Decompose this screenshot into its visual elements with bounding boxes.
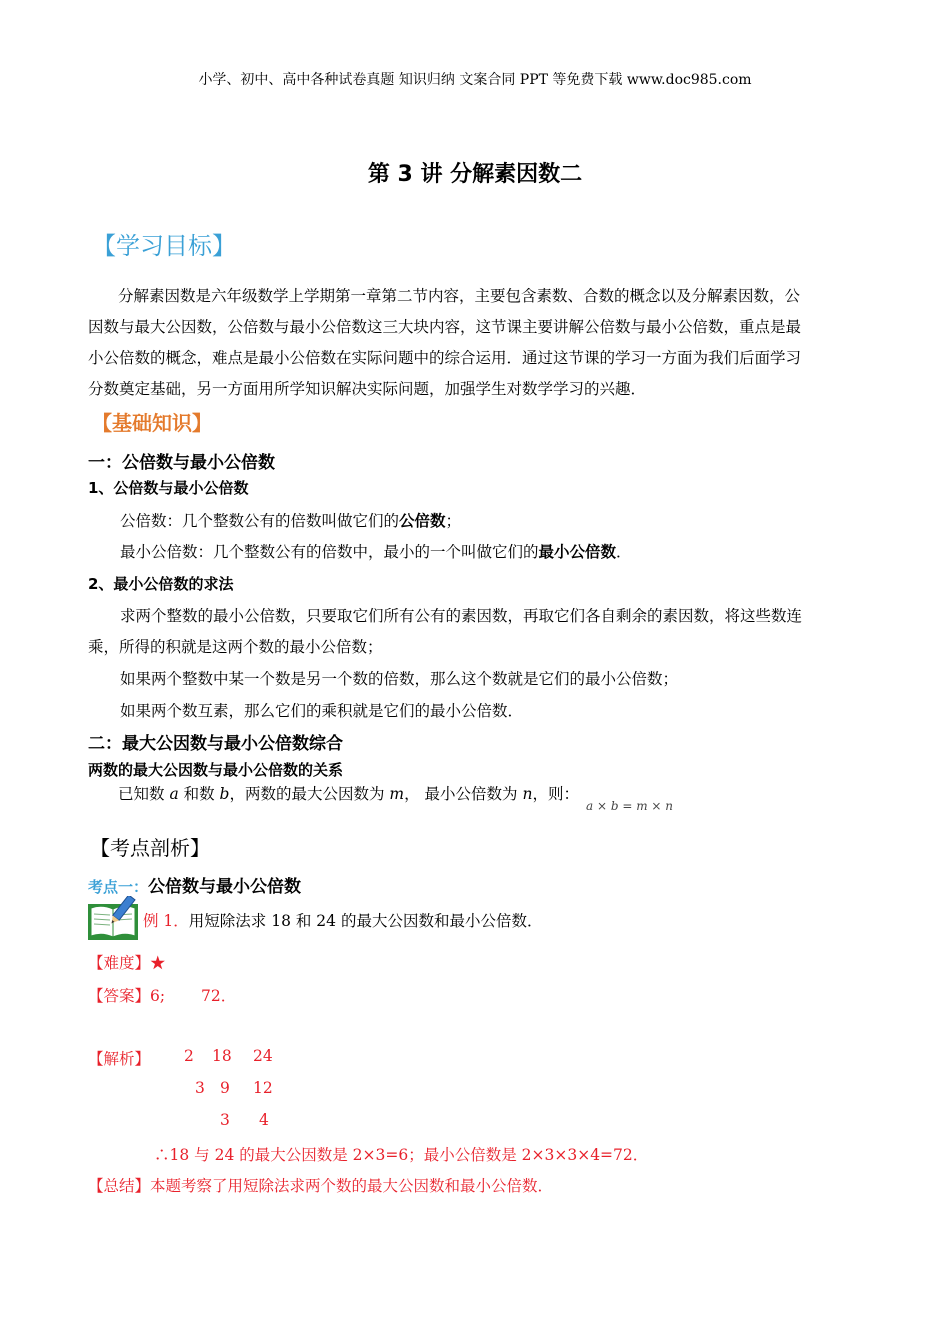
part2-sub: 两数的最大公因数与最小公倍数的关系 — [88, 761, 344, 779]
part1-sub2: 2、最小公倍数的求法 — [88, 575, 234, 593]
method-line-4: 如果两个数互素，那么它们的乘积就是它们的最小公倍数． — [120, 702, 524, 720]
division-r3-c2: 3 — [220, 1111, 230, 1129]
solution-label: 【解析】 — [88, 1050, 151, 1068]
part1-sub1: 1、公倍数与最小公倍数 — [88, 479, 249, 497]
goal-line-4: 分数奠定基础，另一方面用所学知识解决实际问题，加强学生对数学学习的兴趣． — [88, 380, 647, 398]
division-r1-c2: 18 — [212, 1047, 232, 1065]
division-r2-c2: 9 — [220, 1079, 230, 1097]
page-header: 小学、初中、高中各种试卷真题 知识归纳 文案合同 PPT 等免费下载 www.doc985.com — [198, 72, 752, 88]
page-title: 第 3 讲 分解素因数二 — [367, 162, 583, 187]
method-line-1: 求两个整数的最小公倍数，只要取它们所有公有的素因数，再取它们各自剩余的素因数，将这些数连 — [120, 607, 803, 625]
relation-text: 已知数 a 和数 b，两数的最大公因数为 m， 最小公倍数为 n，则： — [118, 785, 579, 803]
division-r2-c3: 12 — [253, 1079, 273, 1097]
star-icon: ★ — [150, 954, 166, 972]
example-1: 例 1．用短除法求 18 和 24 的最大公因数和最小公倍数． — [143, 912, 543, 930]
part1-title: 一：公倍数与最小公倍数 — [88, 453, 275, 473]
answer-value-2: 72． — [201, 987, 237, 1005]
goal-line-1: 分解素因数是六年级数学上学期第一章第二节内容，主要包含素数、合数的概念以及分解素因数，公 — [118, 287, 801, 305]
method-line-2: 乘，所得的积就是这两个数的最小公倍数； — [88, 638, 383, 656]
division-r3-c3: 4 — [259, 1111, 269, 1129]
goal-line-3: 小公倍数的概念，难点是最小公倍数在实际问题中的综合运用．通过这节课的学习一方面为我们后面学习 — [88, 349, 802, 367]
difficulty: 【难度】★ — [88, 954, 166, 972]
answer: 【答案】6; — [88, 987, 166, 1005]
learning-goal-heading: 【学习目标】 — [92, 232, 236, 260]
goal-line-2: 因数与最大公因数，公倍数与最小公倍数这三大块内容，这节课主要讲解公倍数与最小公倍数，重点是最 — [88, 318, 802, 336]
summary: 【总结】本题考察了用短除法求两个数的最大公因数和最小公倍数． — [88, 1177, 554, 1195]
point-one: 考点一：公倍数与最小公倍数 — [88, 877, 302, 897]
basics-heading: 【基础知识】 — [92, 411, 212, 435]
division-r1-c1: 2 — [184, 1047, 194, 1065]
division-r2-c1: 3 — [195, 1079, 205, 1097]
def-lcm: 最小公倍数：几个整数公有的倍数中，最小的一个叫做它们的最小公倍数． — [120, 542, 632, 561]
division-r1-c3: 24 — [253, 1047, 273, 1065]
relation-formula: a × b = m × n — [586, 799, 673, 813]
method-line-3: 如果两个整数中某一个数是另一个数的倍数，那么这个数就是它们的最小公倍数； — [120, 670, 679, 688]
def-common-multiple: 公倍数：几个整数公有的倍数叫做它们的公倍数； — [120, 511, 462, 530]
book-pencil-icon — [86, 896, 142, 942]
conclusion: ∴18 与 24 的最大公因数是 2×3=6；最小公倍数是 2×3×3×4=72． — [154, 1146, 649, 1164]
analysis-heading: 【考点剖析】 — [90, 836, 210, 860]
part2-title: 二：最大公因数与最小公倍数综合 — [88, 734, 343, 754]
